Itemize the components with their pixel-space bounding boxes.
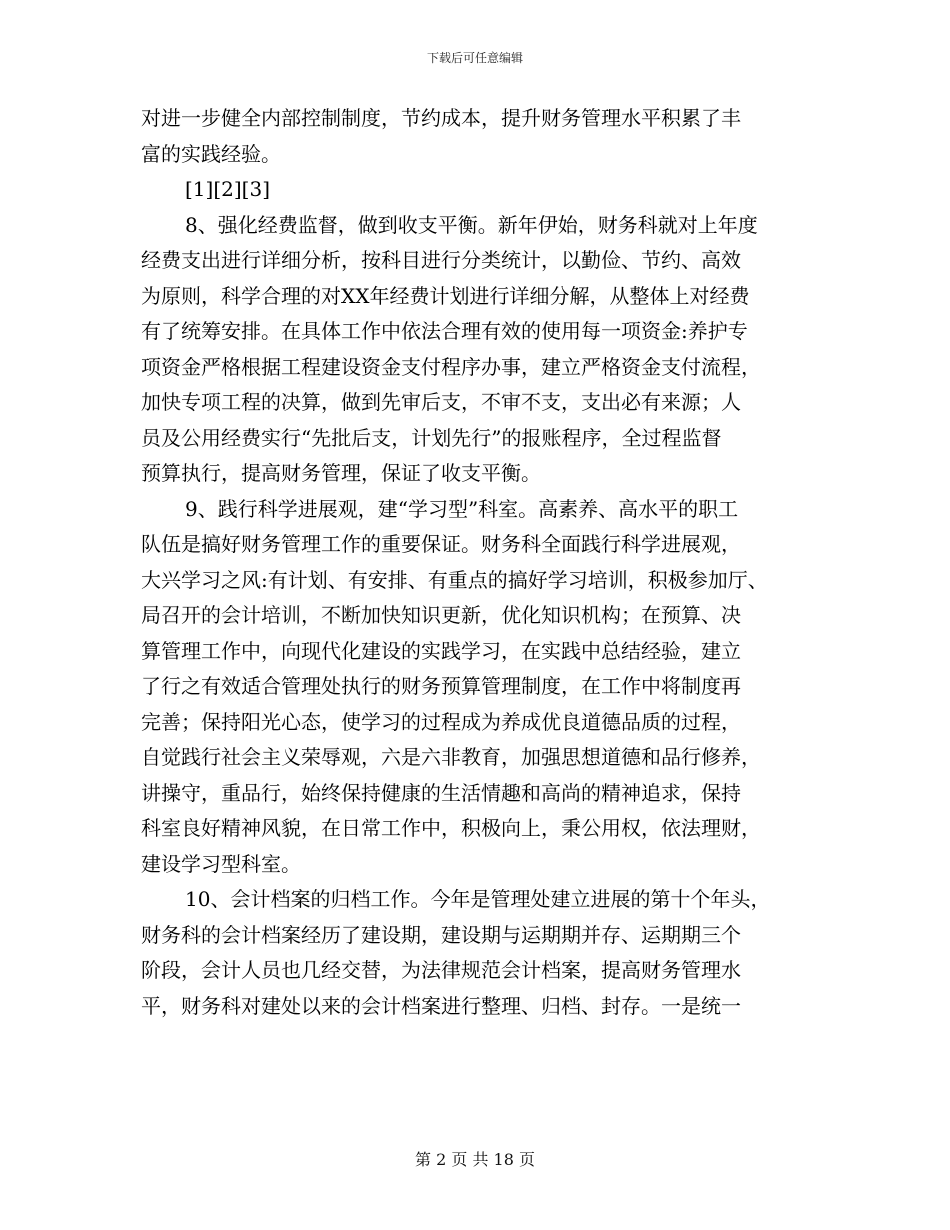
text-line: 加快专项工程的决算，做到先审后支，不审不支，支出必有来源；人 [141, 390, 741, 414]
text-line: 队伍是搞好财务管理工作的重要保证。财务科全面践行科学进展观， [141, 532, 741, 556]
text-line: 讲操守，重品行，始终保持健康的生活情趣和高尚的精神追求，保持 [141, 780, 741, 805]
text-line: 完善；保持阳光心态，使学习的过程成为养成优良道德品质的过程， [141, 709, 741, 734]
text-line: 有了统筹安排。在具体工作中依法合理有效的使用每一项资金:养护专 [141, 319, 748, 343]
text-line: 对进一步健全内部控制制度，节约成本，提升财务管理水平积累了丰 [141, 106, 741, 130]
text-line: 项资金严格根据工程建设资金支付程序办事，建立严格资金支付流程， [141, 354, 761, 379]
document-body [141, 101, 821, 1024]
text-line: 建设学习型科室。 [141, 851, 301, 876]
text-line: 9、践行科学进展观，建“学习型”科室。高素养、高水平的职工 [185, 496, 739, 521]
text-line: 平，财务科对建处以来的会计档案进行整理、归档、封存。一是统一 [141, 993, 741, 1018]
page-number: 第 2 页 共 18 页 [415, 1150, 535, 1169]
text-line: 员及公用经费实行“先批后支，计划先行”的报账程序，全过程监督 [141, 425, 722, 450]
text-line: 预算执行，提高财务管理，保证了收支平衡。 [141, 461, 541, 485]
text-line: 自觉践行社会主义荣辱观，六是六非教育，加强思想道德和品行修养， [141, 745, 761, 769]
text-line: 了行之有效适合管理处执行的财务预算管理制度，在工作中将制度再 [141, 674, 741, 698]
text-line: 局召开的会计培训，不断加快知识更新，优化知识机构；在预算、决 [141, 603, 741, 627]
text-line: [1][2][3] [185, 177, 270, 201]
text-line: 为原则，科学合理的对XX年经费计划进行详细分解，从整体上对经费 [141, 283, 750, 308]
text-line: 富的实践经验。 [141, 141, 281, 166]
text-line: 算管理工作中，向现代化建设的实践学习，在实践中总结经验，建立 [141, 638, 741, 663]
text-line: 10、会计档案的归档工作。今年是管理处建立进展的第十个年头， [185, 887, 771, 911]
text-line: 财务科的会计档案经历了建设期，建设期与运期期并存、运期期三个 [141, 922, 741, 947]
page-header: 下载后可任意编辑 [426, 51, 523, 65]
text-line: 科室良好精神风貌，在日常工作中，积极向上，秉公用权，依法理财， [141, 816, 761, 840]
text-line: 阶段，会计人员也几经交替，为法律规范会计档案，提高财务管理水 [141, 958, 741, 982]
text-line: 大兴学习之风:有计划、有安排、有重点的搞好学习培训，积极参加厅、 [141, 567, 768, 592]
text-line: 8、强化经费监督，做到收支平衡。新年伊始，财务科就对上年度 [185, 212, 758, 237]
text-line: 经费支出进行详细分析，按科目进行分类统计，以勤俭、节约、高效 [141, 248, 741, 272]
